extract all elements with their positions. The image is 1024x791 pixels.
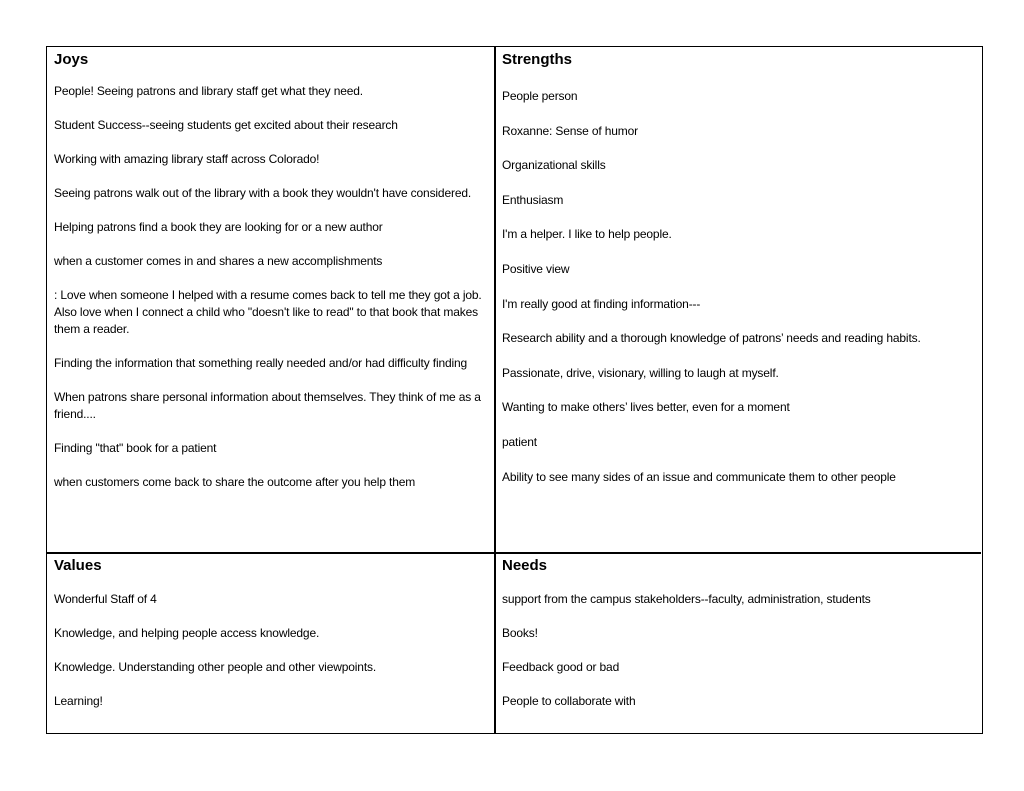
joys-list <box>54 83 489 491</box>
list-item: Knowledge, and helping people access knowledge. <box>54 626 320 640</box>
list-item: Roxanne: Sense of humor <box>502 123 638 138</box>
joys-cell <box>47 47 495 553</box>
list-item: support from the campus stakeholders--faculty, administration, students <box>502 592 871 606</box>
list-item: Feedback good or bad <box>502 660 620 674</box>
list-item: Seeing patrons walk out of the library with a book they wouldn't have considered. <box>54 186 472 200</box>
list-item: Student Success--seeing students get excited about their research <box>54 118 398 132</box>
list-item: Wanting to make others’ lives better, even for a moment <box>502 400 790 415</box>
values-cell <box>47 553 495 733</box>
list-item: Ability to see many sides of an issue and communicate them to other people <box>502 469 896 484</box>
list-item: Research ability and a thorough knowledge of patrons’ needs and reading habits. <box>502 331 921 346</box>
list-item: Knowledge. Understanding other people and other viewpoints. <box>54 660 377 674</box>
list-item: People person <box>502 89 578 103</box>
list-item: Enthusiasm <box>502 192 564 207</box>
values-list <box>54 591 489 710</box>
list-item: People to collaborate with <box>502 694 636 708</box>
list-item: Working with amazing library staff across Colorado! <box>54 152 320 166</box>
list-item: I'm a helper. I like to help people. <box>502 227 672 242</box>
list-item: when a customer comes in and shares a new accomplishments <box>54 254 383 268</box>
list-item: Wonderful Staff of 4 <box>54 592 157 606</box>
list-item: patient <box>502 434 537 449</box>
list-item: Finding the information that something really needed and/or had difficulty finding <box>54 356 468 370</box>
list-item: I'm really good at finding information--- <box>502 296 701 311</box>
strengths-list <box>502 88 976 486</box>
list-item: Organizational skills <box>502 158 606 173</box>
list-item: when customers come back to share the outcome after you help them <box>54 475 416 489</box>
list-item: Positive view <box>502 261 570 276</box>
list-item: When patrons share personal information about themselves. They think of me as a friend.... <box>54 390 481 421</box>
list-item: Finding "that" book for a patient <box>54 441 217 455</box>
list-item: Helping patrons find a book they are looking for or a new author <box>54 220 383 234</box>
swot-table <box>46 46 983 734</box>
joys-heading: Joys <box>54 51 89 68</box>
list-item: Books! <box>502 626 538 640</box>
list-item: People! Seeing patrons and library staff get what they need. <box>54 84 363 98</box>
needs-cell <box>495 553 982 733</box>
needs-heading: Needs <box>502 557 548 574</box>
needs-list <box>502 591 976 710</box>
list-item: : Love when someone I helped with a resume comes back to tell me they got a job. Also love when I connect a child who "doesn't like to read" to that book that makes them a reader. <box>54 288 482 336</box>
strengths-cell <box>495 47 982 553</box>
values-heading: Values <box>54 557 102 574</box>
strengths-heading: Strengths <box>502 51 573 68</box>
list-item: Passionate, drive, visionary, willing to laugh at myself. <box>502 365 779 380</box>
list-item: Learning! <box>54 694 103 708</box>
